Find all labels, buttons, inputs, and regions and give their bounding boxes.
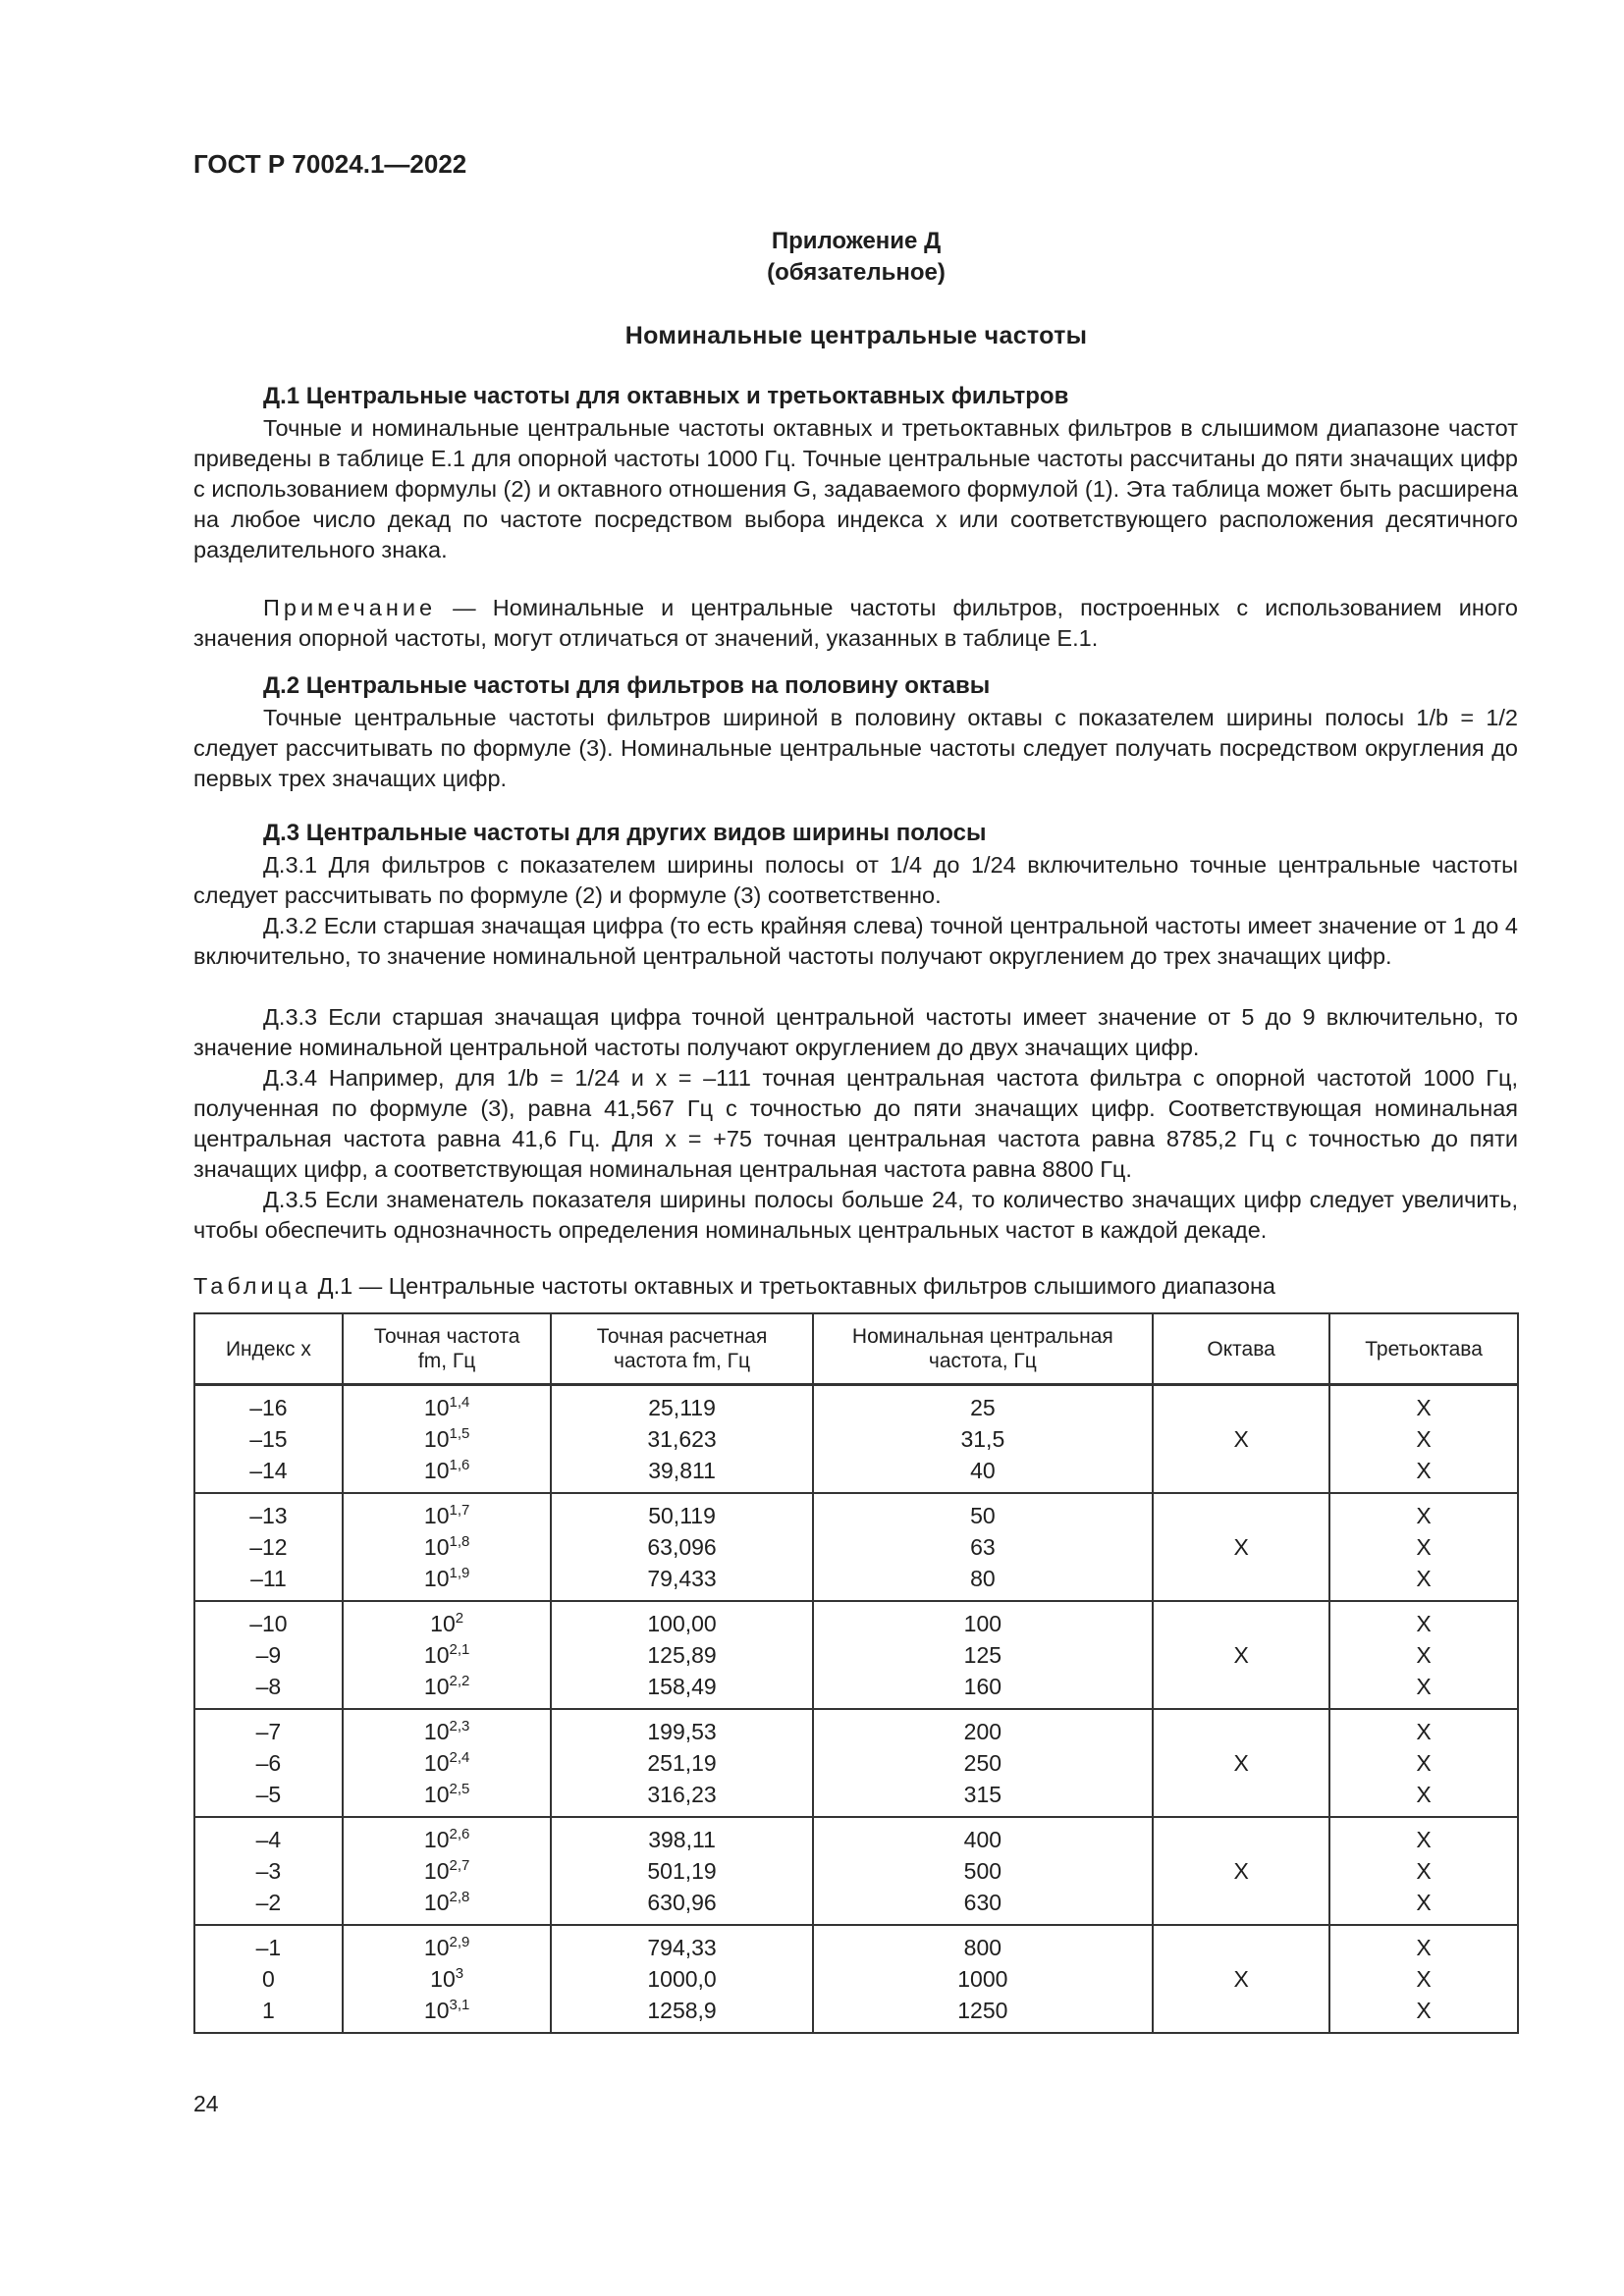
table-cell-nom (813, 1493, 1153, 1601)
table-cell-third (1329, 1385, 1518, 1494)
cell-value-third: X (1416, 1935, 1432, 1960)
power-exponent: 1,9 (449, 1565, 470, 1581)
power-exponent: 2,5 (449, 1781, 470, 1797)
power-exponent: 2,4 (449, 1749, 470, 1766)
table-cell-nom (813, 1709, 1153, 1817)
table-cell-octave (1153, 1385, 1329, 1494)
table-cell-calc (551, 1385, 812, 1494)
cell-value-nom: 80 (970, 1566, 996, 1591)
cell-value-calc: 316,23 (647, 1782, 717, 1807)
table-row-group (194, 1493, 1518, 1601)
power-exponent: 1,4 (449, 1394, 470, 1411)
power-exponent: 2,1 (449, 1641, 470, 1658)
octave-mark: X (1233, 1966, 1249, 1992)
table-cell-octave (1153, 1493, 1329, 1601)
power-base: 10 (423, 1642, 450, 1668)
table-cell-x (194, 1601, 343, 1709)
exact-frequency-power (344, 1779, 551, 1810)
cell-value-x: –7 (255, 1719, 282, 1744)
cell-value-nom: 1250 (957, 1998, 1008, 2023)
table-cell-third (1329, 1925, 1518, 2033)
table-cell-exact (343, 1709, 552, 1817)
cell-value-nom: 250 (963, 1750, 1002, 1776)
cell-value-third: X (1416, 1566, 1432, 1591)
cell-value-nom: 25 (970, 1395, 996, 1420)
power-base: 10 (423, 1998, 450, 2023)
power-base: 10 (423, 1827, 450, 1852)
cell-value-calc: 794,33 (647, 1935, 717, 1960)
cell-value-x: –9 (255, 1642, 282, 1668)
cell-value-third: X (1416, 1426, 1432, 1452)
section-heading-d2: Д.2 Центральные частоты для фильтров на половину октавы (263, 672, 991, 699)
exact-frequency-power (344, 1747, 551, 1779)
cell-value-third: X (1416, 1534, 1432, 1560)
power-exponent: 2 (455, 1610, 464, 1627)
exact-frequency-power (344, 1531, 551, 1563)
cell-value-nom: 50 (970, 1503, 996, 1528)
cell-value-nom: 125 (963, 1642, 1002, 1668)
appendix-status: (обязательное) (767, 259, 946, 286)
octave-mark: X (1233, 1750, 1249, 1776)
cell-value-calc: 125,89 (647, 1642, 717, 1668)
table-cell-nom (813, 1925, 1153, 2033)
exact-frequency-power (344, 1608, 551, 1639)
table-cell-calc (551, 1601, 812, 1709)
appendix-title: Приложение Д (771, 228, 942, 254)
exact-frequency-power (344, 1423, 551, 1455)
cell-value-calc: 501,19 (647, 1858, 717, 1884)
cell-value-x: 1 (262, 1998, 275, 2023)
table-cell-x (194, 1709, 343, 1817)
power-base: 10 (423, 1534, 450, 1560)
exact-frequency-power (344, 1995, 551, 2026)
table-cell-x (194, 1493, 343, 1601)
section-d3-2-paragraph: Д.3.2 Если старшая значащая цифра (то есть крайняя слева) точной центральной частоты имеет значение от 1 до 4 включительно, то значение номинальной центральной частоты получают округлением до трех значащих цифр. (193, 913, 1518, 969)
table-row-group (194, 1601, 1518, 1709)
cell-value-third: X (1416, 1458, 1432, 1483)
appendix-heading: Номинальные центральные частоты (624, 322, 1088, 349)
cell-value-nom: 630 (963, 1890, 1002, 1915)
power-base: 10 (423, 1890, 450, 1915)
power-exponent: 3,1 (449, 1997, 470, 2013)
octave-mark: X (1233, 1858, 1249, 1884)
cell-value-third: X (1416, 1503, 1432, 1528)
cell-value-third: X (1416, 1998, 1432, 2023)
table-cell-third (1329, 1817, 1518, 1925)
exact-frequency-power (344, 1500, 551, 1531)
exact-frequency-power (344, 1963, 551, 1995)
cell-value-calc: 79,433 (647, 1566, 717, 1591)
cell-value-third: X (1416, 1642, 1432, 1668)
table-row-group (194, 1817, 1518, 1925)
cell-value-nom: 800 (963, 1935, 1002, 1960)
cell-value-x: 0 (262, 1966, 275, 1992)
cell-value-nom: 63 (970, 1534, 996, 1560)
table-caption (193, 1273, 1275, 1300)
exact-frequency-power (344, 1455, 551, 1486)
cell-value-x: –2 (255, 1890, 282, 1915)
table-cell-nom (813, 1385, 1153, 1494)
cell-value-third: X (1416, 1858, 1432, 1884)
table-cell-third (1329, 1601, 1518, 1709)
table-cell-third (1329, 1709, 1518, 1817)
table-cell-calc (551, 1709, 812, 1817)
cell-value-third: X (1416, 1827, 1432, 1852)
exact-frequency-power (344, 1932, 551, 1963)
cell-value-x: –4 (255, 1827, 282, 1852)
cell-value-calc: 1000,0 (647, 1966, 717, 1992)
section-d3-3-paragraph: Д.3.3 Если старшая значащая цифра точной центральной частоты имеет значение от 5 до 9 включительно, то значение номинальной центральной частоты получают округлением до двух значащих цифр. (193, 1004, 1518, 1060)
power-exponent: 2,3 (449, 1718, 470, 1735)
cell-value-calc: 630,96 (647, 1890, 717, 1915)
note-text: — Номинальные и центральные частоты фильтров, построенных с использованием иного значения опорной частоты, могут отличаться от значений, указанных в таблице Е.1. (193, 595, 1518, 651)
cell-value-calc: 31,623 (647, 1426, 717, 1452)
power-base: 10 (430, 1611, 456, 1636)
exact-frequency-power (344, 1639, 551, 1671)
power-base: 10 (423, 1750, 450, 1776)
document-header: ГОСТ Р 70024.1—2022 (193, 149, 467, 179)
exact-frequency-power (344, 1855, 551, 1887)
cell-value-nom: 1000 (957, 1966, 1008, 1992)
exact-frequency-power (344, 1392, 551, 1423)
power-exponent: 3 (455, 1965, 464, 1982)
table-caption-text: Д.1 — Центральные частоты октавных и третьоктавных фильтров слышимого диапазона (311, 1273, 1276, 1299)
power-exponent: 2,8 (449, 1889, 470, 1905)
cell-value-third: X (1416, 1611, 1432, 1636)
table-cell-exact (343, 1493, 552, 1601)
cell-value-calc: 1258,9 (647, 1998, 717, 2023)
cell-value-calc: 63,096 (647, 1534, 717, 1560)
exact-frequency-power (344, 1563, 551, 1594)
cell-value-third: X (1416, 1395, 1432, 1420)
header-index: Индекс x (194, 1313, 343, 1385)
note-label: Примечание (263, 595, 437, 620)
section-d2-paragraph (193, 703, 1518, 794)
table-cell-calc (551, 1493, 812, 1601)
cell-value-calc: 158,49 (647, 1674, 717, 1699)
cell-value-calc: 398,11 (648, 1827, 716, 1852)
table-cell-octave (1153, 1817, 1329, 1925)
cell-value-nom: 400 (963, 1827, 1002, 1852)
header-calculated-frequency: Точная расчетная частота fm, Гц (551, 1313, 812, 1385)
power-base: 10 (423, 1426, 450, 1452)
frequency-table (193, 1312, 1519, 2034)
table-cell-exact (343, 1925, 552, 2033)
header-third-octave: Третьоктава (1329, 1313, 1518, 1385)
cell-value-x: –1 (255, 1935, 282, 1960)
power-exponent: 2,2 (449, 1673, 470, 1689)
cell-value-third: X (1416, 1719, 1432, 1744)
note-paragraph (193, 593, 1518, 654)
exact-frequency-power (344, 1887, 551, 1918)
section-d3-1-paragraph: Д.3.1 Для фильтров с показателем ширины полосы от 1/4 до 1/24 включительно точные центральные частоты следует рассчитывать по формуле (2) и формуле (3) соответственно. (193, 852, 1518, 908)
octave-mark: X (1233, 1642, 1249, 1668)
cell-value-x: –16 (249, 1395, 288, 1420)
table-row-group (194, 1709, 1518, 1817)
power-base: 10 (423, 1935, 450, 1960)
cell-value-x: –15 (249, 1426, 288, 1452)
power-base: 10 (423, 1674, 450, 1699)
table-cell-exact (343, 1817, 552, 1925)
exact-frequency-power (344, 1716, 551, 1747)
cell-value-calc: 39,811 (648, 1458, 716, 1483)
table-cell-x (194, 1385, 343, 1494)
power-exponent: 2,9 (449, 1934, 470, 1950)
cell-value-nom: 100 (963, 1611, 1002, 1636)
cell-value-x: –12 (249, 1534, 288, 1560)
table-cell-third (1329, 1493, 1518, 1601)
cell-value-nom: 500 (963, 1858, 1002, 1884)
section-heading-d1: Д.1 Центральные частоты для октавных и третьоктавных фильтров (263, 383, 1069, 409)
table-cell-nom (813, 1817, 1153, 1925)
cell-value-calc: 251,19 (647, 1750, 717, 1776)
octave-mark: X (1233, 1426, 1249, 1452)
power-base: 10 (423, 1858, 450, 1884)
header-nominal-frequency: Номинальная центральная частота, Гц (813, 1313, 1153, 1385)
cell-value-third: X (1416, 1890, 1432, 1915)
power-exponent: 2,7 (449, 1857, 470, 1874)
paragraph-text: Точные центральные частоты фильтров шириной в половину октавы с показателем ширины полосы 1/b = 1/2 следует рассчитывать по формуле (3). Номинальные центральные частоты следует получать посредством округления до первых трех значащих цифр. (193, 705, 1518, 791)
table-cell-calc (551, 1925, 812, 2033)
table-cell-x (194, 1925, 343, 2033)
table-cell-nom (813, 1601, 1153, 1709)
cell-value-x: –6 (255, 1750, 282, 1776)
table-row-group (194, 1925, 1518, 2033)
power-base: 10 (430, 1966, 456, 1992)
cell-value-nom: 200 (963, 1719, 1002, 1744)
section-heading-d3: Д.3 Центральные частоты для других видов ширины полосы (263, 820, 987, 846)
power-base: 10 (423, 1395, 450, 1420)
header-exact-frequency: Точная частота fm, Гц (343, 1313, 552, 1385)
cell-value-nom: 160 (963, 1674, 1002, 1699)
power-exponent: 1,8 (449, 1533, 470, 1550)
power-exponent: 1,6 (449, 1457, 470, 1473)
table-cell-calc (551, 1817, 812, 1925)
cell-value-third: X (1416, 1966, 1432, 1992)
section-d3-4-paragraph: Д.3.4 Например, для 1/b = 1/24 и x = –111 точная центральная частота фильтра с опорной частотой 1000 Гц, полученная по формуле (3), равна 41,567 Гц с точностью до пяти значащих цифр. Соответствующая номинальная центральная частота равна 41,6 Гц. Для x = +75 точная центральная частота равна 8785,2 Гц с точностью до пяти значащих цифр, а соответствующая номинальная центральная частота равна 8800 Гц. (193, 1065, 1518, 1182)
cell-value-x: –5 (255, 1782, 282, 1807)
cell-value-nom: 31,5 (960, 1426, 1005, 1452)
power-exponent: 2,6 (449, 1826, 470, 1842)
power-base: 10 (423, 1458, 450, 1483)
table-cell-octave (1153, 1601, 1329, 1709)
paragraph-text: Точные и номинальные центральные частоты октавных и третьоктавных фильтров в слышимом диапазоне частот приведены в таблице Е.1 для опорной частоты 1000 Гц. Точные центральные частоты рассчитаны до пяти значащих цифр с использованием формулы (2) и октавного отношения G, задаваемого формулой (1). Эта таблица может быть расширена на любое число декад по частоте посредством выбора индекса x или соответствующего расположения десятичного разделительного знака. (193, 415, 1518, 562)
table-cell-x (194, 1817, 343, 1925)
table-cell-exact (343, 1601, 552, 1709)
table-row-group (194, 1385, 1518, 1494)
power-base: 10 (423, 1566, 450, 1591)
section-d3-5-paragraph: Д.3.5 Если знаменатель показателя ширины полосы больше 24, то количество значащих цифр следует увеличить, чтобы обеспечить однозначность определения номинальных центральных частот в каждой декаде. (193, 1187, 1518, 1243)
power-base: 10 (423, 1503, 450, 1528)
cell-value-x: –11 (250, 1566, 287, 1591)
cell-value-nom: 40 (970, 1458, 996, 1483)
octave-mark: X (1233, 1534, 1249, 1560)
header-octave: Октава (1153, 1313, 1329, 1385)
cell-value-x: –3 (255, 1858, 282, 1884)
cell-value-x: –10 (249, 1611, 288, 1636)
cell-value-x: –14 (249, 1458, 288, 1483)
power-exponent: 1,5 (449, 1425, 470, 1442)
power-exponent: 1,7 (449, 1502, 470, 1519)
table-cell-exact (343, 1385, 552, 1494)
cell-value-x: –8 (255, 1674, 282, 1699)
exact-frequency-power (344, 1671, 551, 1702)
table-cell-octave (1153, 1925, 1329, 2033)
cell-value-calc: 100,00 (647, 1611, 717, 1636)
cell-value-calc: 50,119 (648, 1503, 716, 1528)
cell-value-calc: 25,119 (648, 1395, 716, 1420)
cell-value-calc: 199,53 (647, 1719, 717, 1744)
section-d1-paragraph (193, 413, 1518, 565)
table-header-row (194, 1313, 1518, 1385)
power-base: 10 (423, 1782, 450, 1807)
cell-value-third: X (1416, 1750, 1432, 1776)
cell-value-x: –13 (249, 1503, 288, 1528)
cell-value-third: X (1416, 1782, 1432, 1807)
cell-value-third: X (1416, 1674, 1432, 1699)
exact-frequency-power (344, 1824, 551, 1855)
table-cell-octave (1153, 1709, 1329, 1817)
power-base: 10 (423, 1719, 450, 1744)
page-number: 24 (193, 2091, 219, 2116)
table-caption-label: Таблица (193, 1273, 312, 1299)
table-body (194, 1385, 1518, 2034)
cell-value-nom: 315 (963, 1782, 1002, 1807)
